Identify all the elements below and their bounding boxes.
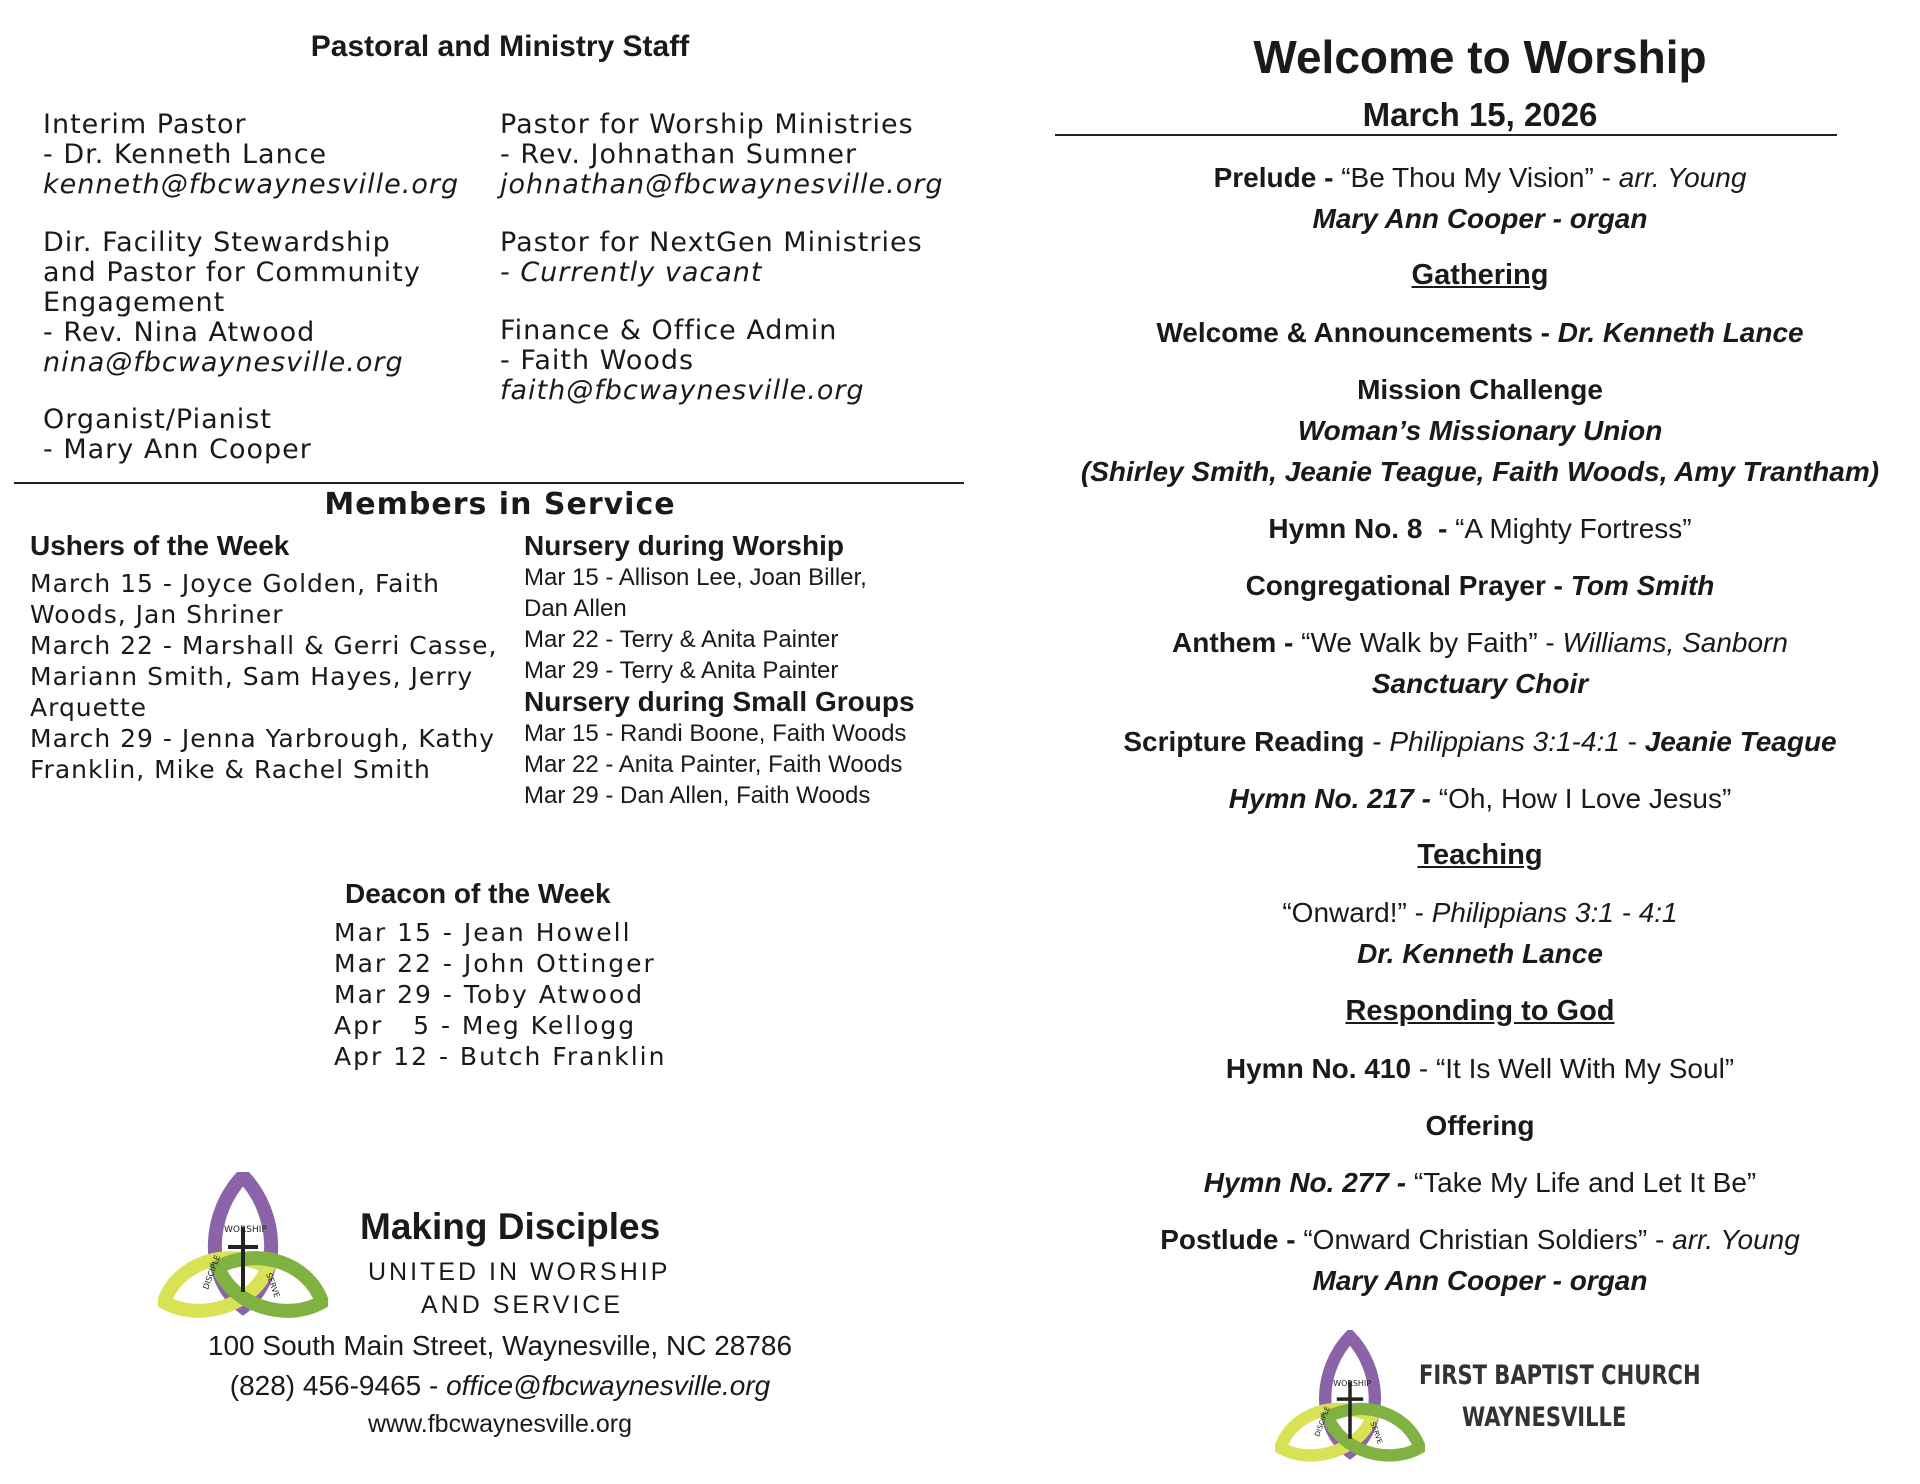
- sermon-line: “Onward!” - Philippians 3:1 - 4:1: [1282, 897, 1678, 928]
- section-gathering: Gathering: [1411, 259, 1549, 291]
- hymn-1-label: Hymn No. 8: [1268, 513, 1423, 544]
- mission-label: Mission Challenge: [1357, 374, 1603, 405]
- list-item: Dan Allen: [524, 595, 627, 622]
- hymn-3-title: “It Is Well With My Soul”: [1435, 1053, 1735, 1084]
- list-item: Mar 15 - Randi Boone, Faith Woods: [524, 720, 907, 747]
- list-item: Mar 29 - Terry & Anita Painter: [524, 657, 839, 684]
- interim-name: - Dr. Kenneth Lance: [43, 139, 328, 170]
- organist-name: - Mary Ann Cooper: [43, 434, 312, 465]
- logo-serve-text: SERVE: [1368, 1420, 1385, 1445]
- worship-email[interactable]: johnathan@fbcwaynesville.org: [500, 169, 944, 200]
- staff-worship: [500, 110, 943, 200]
- sermon-reference: Philippians 3:1 - 4:1: [1431, 897, 1678, 928]
- worship-title: Welcome to Worship: [1253, 31, 1707, 83]
- scripture-line: Scripture Reading - Philippians 3:1-4:1 - Jeanie Teague: [1123, 726, 1837, 757]
- postlude-piece: “Onward Christian Soldiers”: [1303, 1224, 1648, 1255]
- finance-email[interactable]: faith@fbcwaynesville.org: [500, 375, 865, 406]
- footer-email[interactable]: office@fbcwaynesville.org: [446, 1370, 771, 1401]
- church-city: WAYNESVILLE: [1462, 1402, 1627, 1433]
- organist-role: Organist/Pianist: [43, 404, 272, 435]
- section-teaching: Teaching: [1417, 839, 1543, 871]
- prayer-leader: Tom Smith: [1570, 570, 1715, 601]
- scripture-label: Scripture Reading: [1123, 726, 1365, 757]
- prayer-line: Congregational Prayer - Tom Smith: [1245, 570, 1715, 601]
- list-item: Mar 22 - Terry & Anita Painter: [524, 626, 839, 653]
- logo-worship-text: WORSHIP: [224, 1225, 267, 1235]
- list-item: Mariann Smith, Sam Hayes, Jerry: [30, 662, 474, 691]
- postlude-arranger: arr. Young: [1672, 1224, 1800, 1255]
- interim-role: Interim Pastor: [43, 109, 247, 140]
- list-item: Franklin, Mike & Rachel Smith: [30, 755, 431, 784]
- staff-organist: [43, 405, 312, 465]
- logo-serve-text: SERVE: [264, 1271, 282, 1299]
- prelude-performer: Mary Ann Cooper - organ: [1312, 203, 1648, 234]
- postlude-performer: Mary Ann Cooper - organ: [1312, 1265, 1648, 1296]
- anthem-choir: Sanctuary Choir: [1371, 668, 1589, 699]
- divider: [1055, 134, 1837, 136]
- offering-label: Offering: [1425, 1110, 1535, 1141]
- interim-email[interactable]: kenneth@fbcwaynesville.org: [43, 169, 460, 200]
- list-item: Mar 29 - Toby Atwood: [334, 980, 645, 1009]
- anthem-title: “We Walk by Faith”: [1301, 627, 1538, 658]
- footer-subtitle-1: UNITED IN WORSHIP: [368, 1258, 671, 1286]
- finance-name: - Faith Woods: [500, 345, 695, 376]
- list-item: Mar 22 - John Ottinger: [334, 949, 656, 978]
- worship-role: Pastor for Worship Ministries: [500, 109, 914, 140]
- ushers-list: [30, 568, 497, 785]
- list-item: Mar 22 - Anita Painter, Faith Woods: [524, 751, 903, 778]
- logo-worship-text: WORSHIP: [1333, 1378, 1371, 1388]
- divider: [14, 482, 964, 484]
- mission-group: Woman’s Missionary Union: [1297, 415, 1663, 446]
- welcome-leader: Dr. Kenneth Lance: [1557, 317, 1804, 348]
- anthem-composer: Williams, Sanborn: [1562, 627, 1788, 658]
- footer-title: Making Disciples: [360, 1206, 661, 1247]
- list-item: Woods, Jan Shriner: [30, 600, 284, 629]
- list-item: March 22 - Marshall & Gerri Casse,: [30, 631, 498, 660]
- list-item: Mar 15 - Allison Lee, Joan Biller,: [524, 564, 867, 591]
- facility-name: - Rev. Nina Atwood: [43, 317, 316, 348]
- deacon-title: Deacon of the Week: [345, 878, 611, 909]
- staff-finance: [500, 316, 865, 406]
- nextgen-name: - Currently vacant: [500, 257, 763, 288]
- prelude-arranger: arr. Young: [1618, 162, 1747, 193]
- sermon-title: “Onward!”: [1282, 897, 1407, 928]
- members-title: Members in Service: [324, 487, 676, 522]
- nursery-section: [524, 530, 915, 811]
- list-item: Mar 15 - Jean Howell: [334, 918, 632, 947]
- deacon-list: [334, 917, 666, 1072]
- ushers-section: [30, 530, 497, 785]
- scripture-reference: Philippians 3:1-4:1: [1389, 726, 1620, 757]
- facility-role-line1: Dir. Facility Stewardship: [43, 227, 391, 258]
- postlude-label: Postlude: [1160, 1224, 1279, 1255]
- facility-role-line2: and Pastor for Community: [43, 257, 421, 288]
- prayer-label: Congregational Prayer: [1245, 570, 1546, 601]
- hymn-2-label: Hymn No. 217: [1228, 783, 1414, 814]
- nextgen-role: Pastor for NextGen Ministries: [500, 227, 923, 258]
- nursery-worship-list: [524, 562, 915, 686]
- footer-website[interactable]: www.fbcwaynesville.org: [368, 1410, 632, 1438]
- staff-title: Pastoral and Ministry Staff: [310, 30, 690, 63]
- worship-name: - Rev. Johnathan Sumner: [500, 139, 858, 170]
- ushers-title: Ushers of the Week: [30, 530, 290, 561]
- hymn-4-label: Hymn No. 277: [1203, 1167, 1389, 1198]
- hymn-3-label: Hymn No. 410: [1225, 1053, 1412, 1084]
- hymn-4-line: Hymn No. 277 - “Take My Life and Let It Be”: [1203, 1167, 1757, 1198]
- welcome-line: Welcome & Announcements - Dr. Kenneth Lance: [1156, 317, 1804, 348]
- footer-contact: [0, 1370, 1000, 1402]
- logo-disciple-text: DISCIPLE: [1312, 1404, 1332, 1438]
- list-item: Apr 12 - Butch Franklin: [334, 1042, 667, 1071]
- footer-phone: (828) 456-9465 -: [229, 1370, 447, 1401]
- church-logo: [1275, 1330, 1425, 1470]
- welcome-label: Welcome & Announcements: [1156, 317, 1533, 348]
- church-logo: [158, 1172, 328, 1324]
- list-item: Mar 29 - Dan Allen, Faith Woods: [524, 782, 871, 809]
- postlude-line: Postlude - “Onward Christian Soldiers” - arr. Young: [1160, 1224, 1800, 1255]
- scripture-reader: Jeanie Teague: [1644, 726, 1837, 757]
- nursery-worship-title: Nursery during Worship: [524, 530, 844, 561]
- facility-role-line3: Engagement: [43, 287, 226, 318]
- staff-interim: [43, 110, 459, 200]
- hymn-2-line: Hymn No. 217 - “Oh, How I Love Jesus”: [1228, 783, 1732, 814]
- hymn-1-title: “A Mighty Fortress”: [1455, 513, 1692, 544]
- footer-subtitle-2: AND SERVICE: [421, 1291, 624, 1319]
- staff-nextgen: [500, 228, 923, 288]
- worship-date: March 15, 2026: [1362, 96, 1598, 133]
- logo-disciple-text: DISCIPLE: [201, 1253, 223, 1291]
- hymn-3-line: Hymn No. 410 - “It Is Well With My Soul”: [1225, 1053, 1735, 1084]
- facility-email[interactable]: nina@fbcwaynesville.org: [43, 347, 404, 378]
- sermon-preacher: Dr. Kenneth Lance: [1357, 938, 1603, 969]
- hymn-1-line: Hymn No. 8 - “A Mighty Fortress”: [1268, 513, 1692, 544]
- hymn-2-title: “Oh, How I Love Jesus”: [1438, 783, 1732, 814]
- church-name: FIRST BAPTIST CHURCH: [1419, 1360, 1701, 1391]
- staff-facility: [43, 228, 421, 378]
- list-item: March 29 - Jenna Yarbrough, Kathy: [30, 724, 496, 753]
- anthem-line: Anthem - “We Walk by Faith” - Williams, Sanborn: [1172, 627, 1788, 658]
- prelude-piece: “Be Thou My Vision”: [1341, 162, 1594, 193]
- nursery-groups-list: [524, 718, 915, 811]
- footer-address: 100 South Main Street, Waynesville, NC 28786: [207, 1330, 793, 1361]
- list-item: Apr 5 - Meg Kellogg: [334, 1011, 637, 1040]
- nursery-groups-title: Nursery during Small Groups: [524, 686, 915, 717]
- prelude-line: Prelude - “Be Thou My Vision” - arr. Young: [1213, 162, 1747, 193]
- hymn-4-title: “Take My Life and Let It Be”: [1413, 1167, 1757, 1198]
- list-item: March 15 - Joyce Golden, Faith: [30, 569, 441, 598]
- mission-names: (Shirley Smith, Jeanie Teague, Faith Woods, Amy Trantham): [1080, 456, 1880, 487]
- section-responding: Responding to God: [1345, 995, 1615, 1027]
- list-item: Arquette: [30, 693, 148, 722]
- prelude-label: Prelude: [1213, 162, 1317, 193]
- finance-role: Finance & Office Admin: [500, 315, 838, 346]
- anthem-label: Anthem: [1172, 627, 1277, 658]
